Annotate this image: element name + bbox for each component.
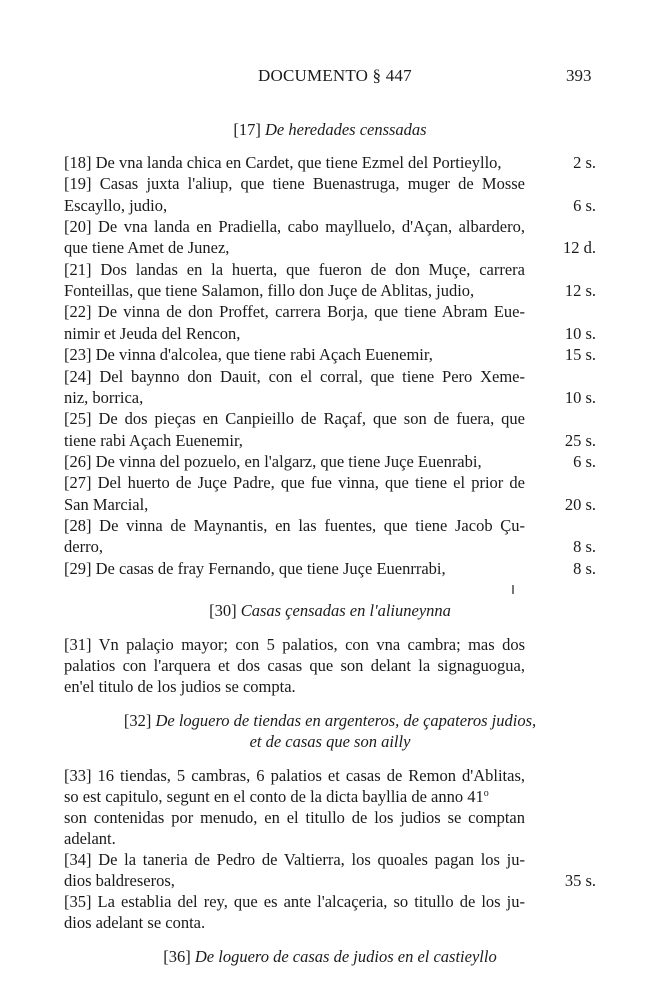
entry-line: [35] La establia del rey, que es ante l'alcaçeria, so titullo de los ju- [64,892,525,911]
entry-line: [20] De vna landa en Pradiella, cabo maylluelo, d'Açan, albardero, [64,217,525,236]
heading-text: De heredades censsadas [265,120,427,139]
entry-line: [28] De vinna de Maynantis, en las fuentes, que tiene Jacob Çu- [64,516,525,535]
entry-line: dios adelant se conta. [64,913,206,932]
section-heading-36 [0,946,660,967]
entry-line: [27] Del huerto de Juçe Padre, que fue vinna, que tiene el prior de [64,473,525,492]
entry-line: niz, borrica, [64,388,144,407]
heading-text: De loguero de casas de judios en el castieyllo [194,947,497,966]
entry-line: palatios con l'arquera et dos casas que son delant la signaguogua, [64,656,525,675]
section-heading-32 [0,710,660,731]
entry-amount: 6 s. [573,452,596,471]
entry-line [64,786,489,807]
entry-line: [19] Casas juxta l'aliup, que tiene Buenastruga, muger de Mosse [64,174,525,193]
entry-line: [18] De vna landa chica en Cardet, que tiene Ezmel del Portieyllo, [64,153,502,172]
entry-line: San Marcial, [64,495,149,514]
entry-line: que tiene Amet de Junez, [64,238,230,257]
entry-line: [25] De dos pieças en Canpieillo de Raçaf, que son de fuera, que [64,409,525,428]
heading-text: Casas çensadas en l'aliuneynna [240,601,451,620]
entry-amount: 25 s. [564,431,596,450]
entry-line: [24] Del baynno don Dauit, con el corral, que tiene Pero Xeme- [64,367,525,386]
entry-amount: 10 s. [564,388,596,407]
heading-number: [32] [123,711,152,730]
heading-text: De loguero de tiendas en argenteros, de çapateros judios, [155,711,537,730]
entry-line: dios baldreseros, [64,871,175,890]
section-heading-32-cont [0,731,660,752]
ordinal-superscript: o [483,788,489,799]
section-heading-30 [0,600,660,621]
entry-line: en'el titulo de los judios se compta. [64,677,296,696]
entry-line: [26] De vinna del pozuelo, en l'algarz, que tiene Juçe Euenrabi, [64,452,482,471]
heading-text: et de casas que son ailly [249,732,411,751]
entry-line: [22] De vinna de don Proffet, carrera Borja, que tiene Abram Eue- [64,302,525,321]
entry-line: [31] Vn palaçio mayor; con 5 palatios, con vna cambra; mas dos [64,635,525,654]
entry-line: Fonteillas, que tiene Salamon, fillo don Juçe de Ablitas, judio, [64,281,475,300]
entry-amount: 35 s. [564,871,596,890]
entry-amount: 10 s. [564,324,596,343]
entry-amount: 2 s. [573,153,596,172]
entry-line: [33] 16 tiendas, 5 cambras, 6 palatios et casas de Remon d'Ablitas, [64,766,525,785]
heading-number: [17] [233,120,261,139]
entry-line: son contenidas por menudo, en el titullo de los judios se comptan [64,808,525,827]
entry-line-text: so est capitulo, segunt en el conto de la dicta bayllia de anno 41 [64,787,484,806]
entry-line: [23] De vinna d'alcolea, que tiene rabi Açach Euenemir, [64,345,433,364]
scan-artifact-mark [512,585,514,594]
entry-line: [21] Dos landas en la huerta, que fueron de don Muçe, carrera [64,260,525,279]
section-heading-17 [0,119,660,140]
entry-line: [34] De la taneria de Pedro de Valtierra, los quoales pagan los ju- [64,850,525,869]
entry-line: Escayllo, judio, [64,196,168,215]
entry-line: tiene rabi Açach Euenemir, [64,431,243,450]
running-head-title: DOCUMENTO § 447 [258,66,412,85]
heading-number: [36] [163,947,191,966]
entry-amount: 8 s. [573,537,596,556]
entry-amount: 12 d. [563,238,596,257]
entry-line: adelant. [64,829,116,848]
entry-line: [29] De casas de fray Fernando, que tiene Juçe Euenrrabi, [64,559,446,578]
entry-amount: 15 s. [564,345,596,364]
entry-line: derro, [64,537,103,556]
entry-amount: 20 s. [564,495,596,514]
page-number: 393 [566,66,592,85]
entry-line: nimir et Jeuda del Rencon, [64,324,241,343]
entry-amount: 12 s. [564,281,596,300]
entry-amount: 6 s. [573,196,596,215]
heading-number: [30] [209,601,237,620]
entry-amount: 8 s. [573,559,596,578]
